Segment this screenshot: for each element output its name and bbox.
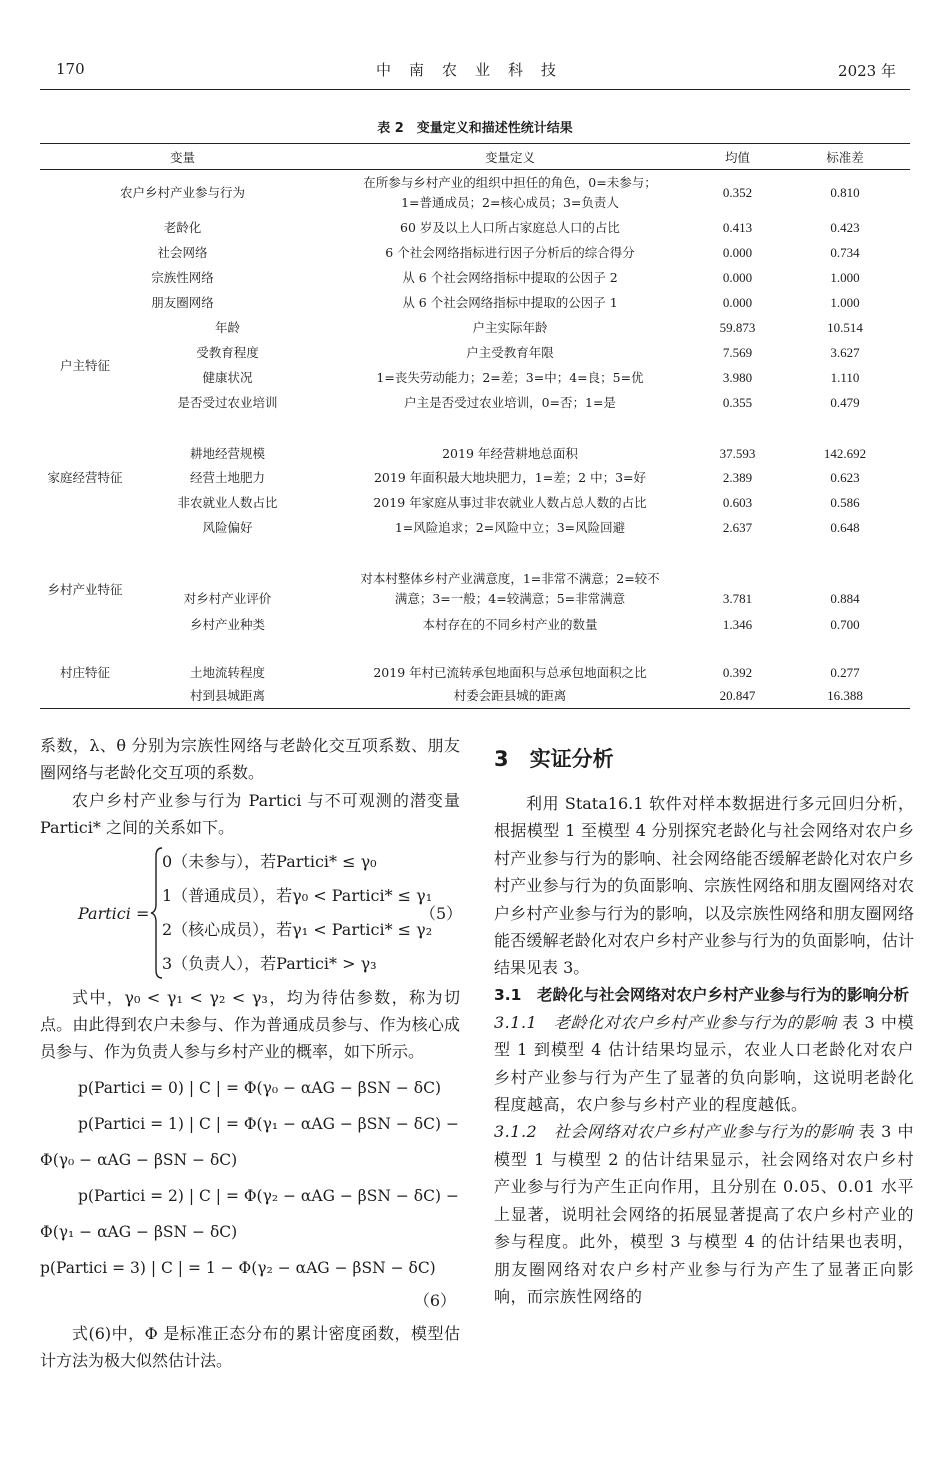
variable-sd: 0.423: [830, 220, 860, 235]
variable-name: 非农就业人数占比: [177, 495, 278, 510]
table-row: [40, 466, 910, 491]
variable-sd: 0.734: [830, 245, 860, 260]
group-label-householder: 户主特征: [59, 357, 110, 373]
equation-5-case: 3（负责人），若Partici* > γ₃: [162, 953, 377, 973]
subsubsection-text: 表 3 中模型 1 与模型 2 的估计结果显示，社会网络对农户乡村产业参与行为产生正向作用，且分别在 0.05、0.01 水平上显著，说明社会网络的拓展显著提高了农户乡村产业的参与程度。此外，模型 3 与模型 4 的估计结果也表明，朋友圈网络对农户乡村产业参与行为产生了显著正向影响，而宗族性网络的: [494, 1122, 915, 1306]
table-row: [40, 366, 910, 391]
table-row: [40, 241, 910, 266]
table-row: [40, 416, 910, 466]
table-row: [40, 541, 910, 611]
journal-title: 中南农业科技: [375, 61, 574, 79]
paragraph-network-effect: [494, 1118, 914, 1310]
equation-6-line: p(Partici = 3) | C | = 1 − Φ(γ₂ − αAG − βSN − δC): [40, 1258, 436, 1277]
section-title: 3 实证分析: [494, 747, 614, 771]
variable-mean: 1.346: [722, 616, 753, 632]
variable-name: 老龄化: [163, 220, 202, 235]
variable-definition: 60 岁及以上人口所占家庭总人口的占比: [400, 220, 620, 235]
table-row: [40, 266, 910, 291]
paragraph-regression: 利用 Stata16.1 软件对样本数据进行多元回归分析，根据模型 1 至模型 4 分别探究老龄化与社会网络对农户乡村产业参与行为的影响、社会网络能否缓解老龄化对农户乡村产业参与行为的负面影响、宗族性网络和朋友圈网络对农户乡村产业参与行为的影响，以及宗族性网络和朋友圈网络能否缓解老龄化对农户乡村产业参与行为的负面影响，估计结果见表 3。: [494, 794, 914, 978]
equation-6-line: Φ(γ₀ − αAG − βSN − δC): [40, 1150, 238, 1169]
variable-name: 经营土地肥力: [189, 470, 265, 485]
equation-5-number: （5）: [420, 903, 463, 923]
variable-definition: 户主实际年龄: [472, 320, 548, 335]
table-row: [40, 341, 910, 366]
variable-mean: 2.389: [722, 470, 753, 485]
variable-definition: 2019 年经营耕地总面积: [442, 445, 578, 461]
equation-6-number: （6）: [413, 1290, 456, 1310]
variable-name: 土地流转程度: [189, 664, 265, 680]
variable-name: 朋友圈网络: [151, 295, 214, 310]
group-label-household-operation: 家庭经营特征: [47, 470, 123, 485]
variable-sd: 1.000: [830, 295, 860, 310]
variable-definition: 1=风险追求；2=风险中立；3=风险回避: [394, 520, 626, 535]
equation-6-line: p(Partici = 0) | C | = Φ(γ₀ − αAG − βSN − δC): [78, 1078, 442, 1097]
table-row: [40, 685, 910, 709]
variable-mean: 0.355: [722, 395, 753, 410]
right-column: [494, 732, 914, 1310]
variable-definition: 对本村整体乡村产业满意度，1=非常不满意；2=较不满意；3=一般；4=较满意；5=非常满意: [360, 570, 660, 606]
variable-mean: 37.593: [719, 445, 756, 461]
variable-mean: 0.603: [722, 495, 753, 510]
subsubsection-text: 表 3 中模型 1 到模型 4 估计结果均显示，农业人口老龄化对农户乡村产业参与行为产生了显著的负向影响，这说明老龄化程度越高，农户参与乡村产业的程度越低。: [494, 1012, 914, 1115]
table-row: [40, 639, 910, 685]
variable-name: 农户乡村产业参与行为: [119, 184, 245, 200]
paragraph-aging-effect: [494, 1009, 914, 1119]
equation-6-line: p(Partici = 2) | C | = Φ(γ₂ − αAG − βSN − δC) −: [78, 1186, 459, 1205]
variable-sd: 142.692: [823, 445, 867, 461]
equation-6: [40, 1070, 460, 1316]
variable-mean: 3.781: [722, 590, 753, 606]
variable-sd: 1.110: [830, 370, 860, 385]
table-row: [40, 291, 910, 316]
variable-name: 对乡村产业评价: [183, 590, 272, 606]
variable-name: 年龄: [214, 320, 240, 335]
variable-name: 社会网络: [157, 245, 208, 260]
variable-definition: 户主是否受过农业培训，0=否；1=是: [404, 395, 616, 410]
equation-6-line: p(Partici = 1) | C | = Φ(γ₁ − αAG − βSN − δC) −: [78, 1114, 459, 1133]
variable-mean: 59.873: [719, 320, 756, 335]
variable-sd: 0.884: [830, 590, 860, 606]
equation-5-case: 0（未参与），若Partici* ≤ γ₀: [162, 851, 377, 871]
table-caption: 表 2 变量定义和描述性统计结果: [377, 121, 573, 136]
table-row: [40, 491, 910, 516]
subsubsection-title: 3.1.2 社会网络对农户乡村产业参与行为的影响: [494, 1122, 854, 1142]
variable-definition: 户主受教育年限: [466, 345, 554, 360]
equation-5: [40, 844, 463, 982]
group-label-village: 村庄特征: [40, 639, 130, 709]
variable-mean: 0.000: [722, 295, 753, 310]
journal-year: 2023 年: [838, 62, 896, 80]
variable-definition: 村委会距县城的距离: [325, 685, 695, 709]
variable-name: 受教育程度: [196, 345, 259, 360]
variable-definition: 在所参与乡村产业的组织中担任的角色，0=未参与；1=普通成员；2=核心成员；3=负责人: [363, 174, 657, 210]
variable-sd: 10.514: [827, 320, 863, 335]
variable-sd: 1.000: [830, 270, 860, 285]
variable-table: [40, 143, 910, 709]
variable-name: 村到县城距离: [130, 685, 325, 709]
paragraph-cutpoints: 式中，γ₀ < γ₁ < γ₂ < γ₃，均为待估参数，称为切点。由此得到农户未参与、作为普通成员参与、作为核心成员参与、作为负责人参与乡村产业的概率，如下所示。: [40, 987, 460, 1062]
variable-name: 宗族性网络: [151, 270, 214, 285]
table-row: [40, 516, 910, 541]
variable-name: 健康状况: [202, 370, 253, 385]
header-sd: 标准差: [780, 144, 910, 170]
variable-definition: 2019 年家庭从事过非农就业人数占总人数的占比: [373, 495, 647, 510]
variable-sd: 0.479: [830, 395, 860, 410]
variable-mean: 7.569: [722, 345, 753, 360]
header-definition: 变量定义: [325, 144, 695, 170]
variable-sd: 0.700: [830, 616, 860, 632]
variable-sd: 0.623: [830, 470, 860, 485]
variable-mean: 2.637: [722, 520, 753, 535]
variable-sd: 0.810: [830, 184, 860, 200]
table-row: [40, 611, 910, 639]
variable-definition: 从 6 个社会网络指标中提取的公因子 1: [402, 295, 618, 310]
variable-name: 乡村产业种类: [189, 616, 265, 632]
variable-sd: 16.388: [780, 685, 910, 709]
header-mean: 均值: [695, 144, 780, 170]
paragraph-phi: 式(6)中，Φ 是标准正态分布的累计密度函数，模型估计方法为极大似然估计法。: [40, 1323, 460, 1371]
variable-definition: 从 6 个社会网络指标中提取的公因子 2: [402, 270, 618, 285]
equation-5-case: 2（核心成员），若γ₁ < Partici* ≤ γ₂: [162, 919, 433, 939]
table-row: [40, 391, 910, 416]
variable-definition: 6 个社会网络指标进行因子分析后的综合得分: [385, 245, 635, 260]
variable-definition: 2019 年村已流转承包地面积与总承包地面积之比: [373, 664, 647, 680]
left-column: [40, 732, 463, 1375]
variable-sd: 0.586: [830, 495, 860, 510]
variable-mean: 0.413: [722, 220, 753, 235]
subsubsection-title: 3.1.1 老龄化对农户乡村产业参与行为的影响: [494, 1012, 837, 1032]
variable-sd: 0.648: [830, 520, 860, 535]
variable-name: 耕地经营规模: [189, 445, 265, 461]
variable-definition: 本村存在的不同乡村产业的数量: [422, 616, 598, 632]
variable-sd: 3.627: [830, 345, 860, 360]
equation-6-line: Φ(γ₁ − αAG − βSN − δC): [40, 1222, 238, 1241]
table-row: [40, 216, 910, 241]
variable-name: 是否受过农业培训: [177, 395, 278, 410]
variable-mean: 0.000: [722, 270, 753, 285]
variable-mean: 0.000: [722, 245, 753, 260]
variable-sd: 0.277: [830, 664, 860, 680]
variable-mean: 3.980: [722, 370, 753, 385]
table-header-row: [40, 144, 910, 170]
header-variable: 变量: [40, 144, 325, 170]
page-number: 170: [56, 60, 85, 78]
subsection-title: 3.1 老龄化与社会网络对农户乡村产业参与行为的影响分析: [494, 985, 909, 1004]
variable-name: 风险偏好: [202, 520, 253, 535]
table-row: [40, 170, 910, 216]
paragraph-coefficients: 系数，λ、θ 分别为宗族性网络与老龄化交互项系数、朋友圈网络与老龄化交互项的系数。: [40, 736, 460, 783]
variable-mean: 0.392: [722, 664, 753, 680]
page-header: [40, 56, 910, 90]
variable-mean: 20.847: [695, 685, 780, 709]
equation-5-case: 1（普通成员），若γ₀ < Partici* ≤ γ₁: [162, 885, 433, 905]
variable-mean: 0.352: [722, 184, 753, 200]
variable-definition: 2019 年面积最大地块肥力，1=差；2 中；3=好: [373, 470, 647, 485]
equation-5-lhs: Partici =: [78, 903, 150, 923]
paragraph-latent-variable: 农户乡村产业参与行为 Partici 与不可观测的潜变量 Partici* 之间的关系如下。: [40, 790, 460, 838]
table-row: [40, 316, 910, 341]
group-label-rural-industry: 乡村产业特征: [47, 581, 123, 597]
variable-definition: 1=丧失劳动能力；2=差；3=中；4=良；5=优: [376, 370, 644, 385]
